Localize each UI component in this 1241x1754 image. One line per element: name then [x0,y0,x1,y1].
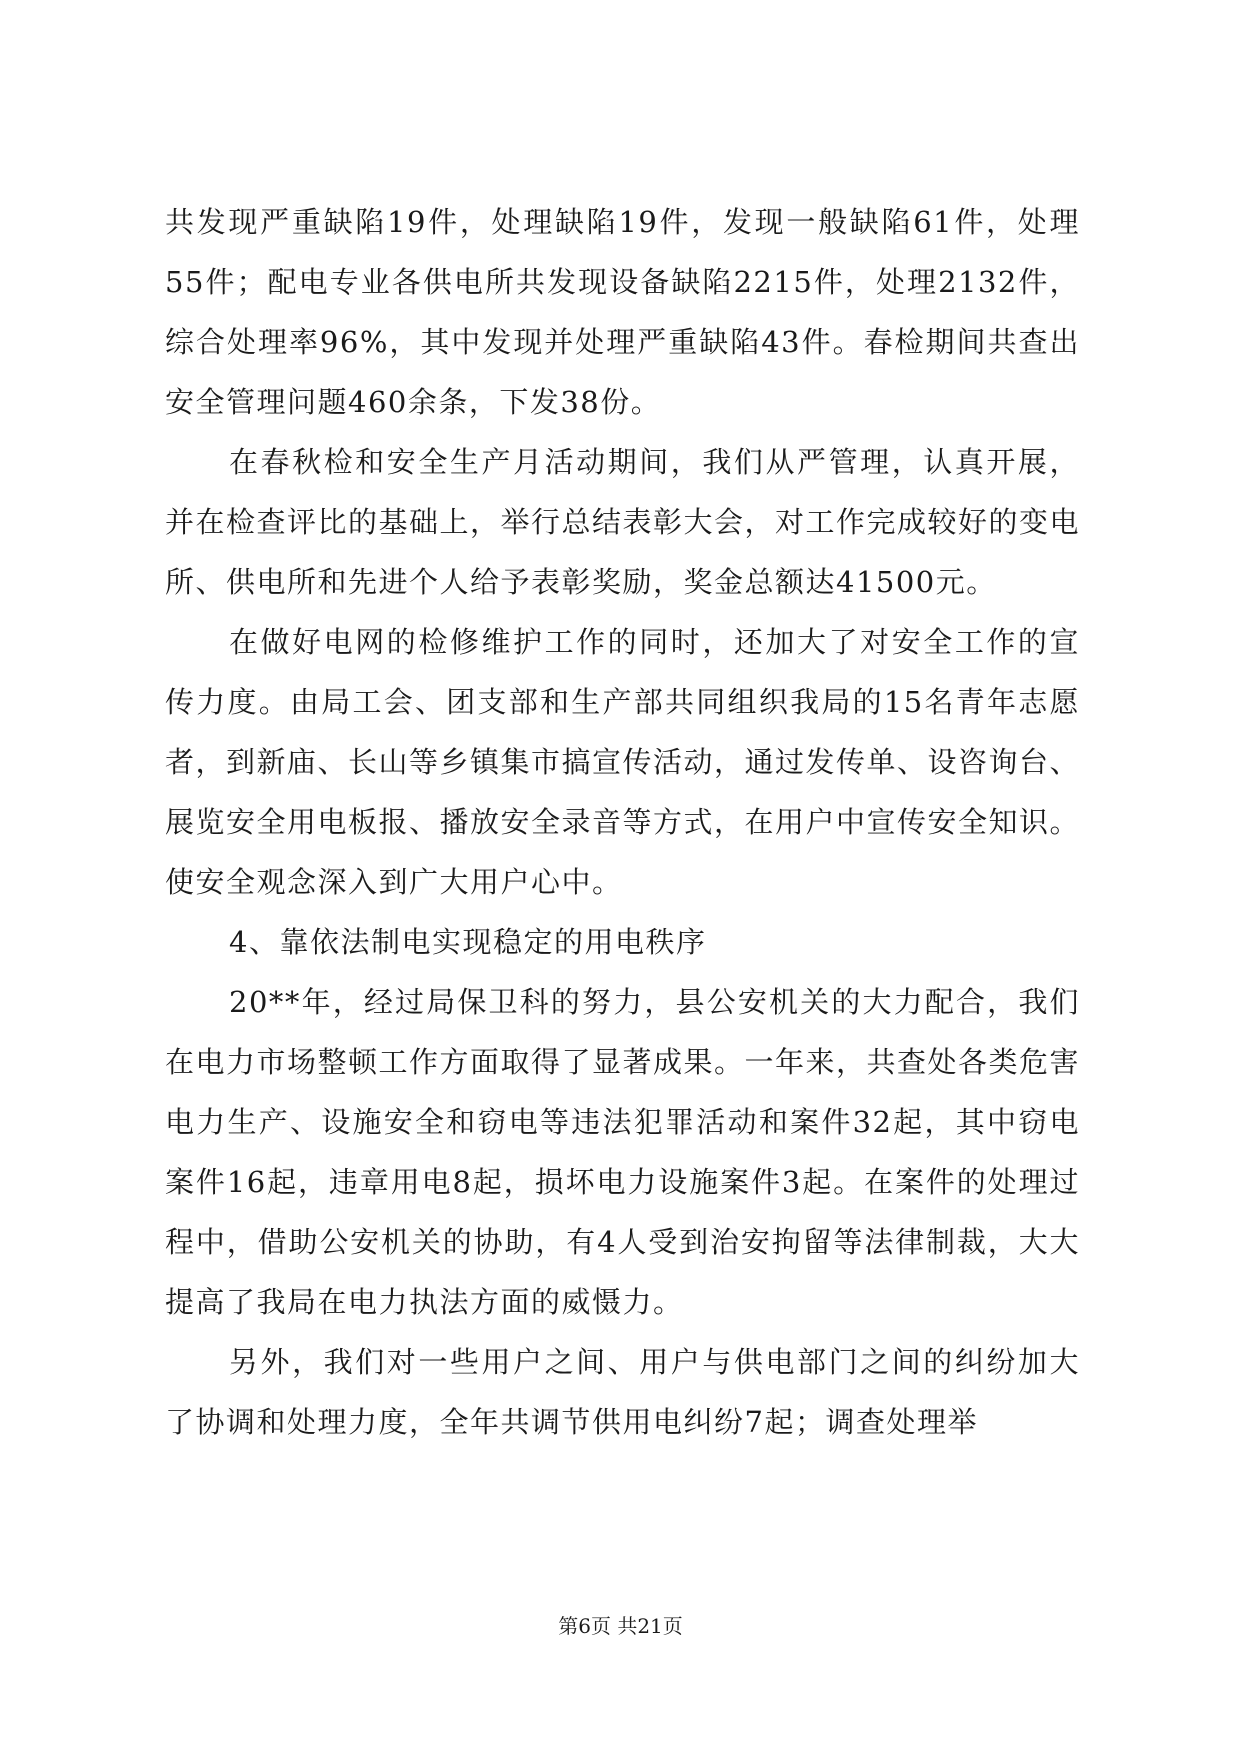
paragraph-spring-autumn-inspection: 在春秋检和安全生产月活动期间，我们从严管理，认真开展，并在检查评比的基础上，举行总结表彰大会，对工作完成较好的变电所、供电所和先进个人给予表彰奖励，奖金总额达41500元。 [165,445,1081,599]
paragraph-safety-publicity: 在做好电网的检修维护工作的同时，还加大了对安全工作的宣传力度。由局工会、团支部和生产部共同组织我局的15名青年志愿者，到新庙、长山等乡镇集市搞宣传活动，通过发传单、设咨询台、展览安全用电板报、播放安全录音等方式，在用户中宣传安全知识。使安全观念深入到广大用户心中。 [165,625,1081,899]
paragraph-defects-continued: 共发现严重缺陷19件，处理缺陷19件，发现一般缺陷61件，处理55件；配电专业各供电所共发现设备缺陷2215件，处理2132件，综合处理率96%，其中发现并处理严重缺陷43件。春检期间共查出安全管理问题460余条，下发38份。 [165,205,1080,419]
paragraph-market-rectification: 20**年，经过局保卫科的努力，县公安机关的大力配合，我们在电力市场整顿工作方面取得了显著成果。一年来，共查处各类危害电力生产、设施安全和窃电等违法犯罪活动和案件32起，其中窃电案件16起，违章用电8起，损坏电力设施案件3起。在案件的处理过程中，借助公安机关的协助，有4人受到治安拘留等法律制裁，大大提高了我局在电力执法方面的威慑力。 [165,985,1081,1319]
paragraph-dispute-mediation: 另外，我们对一些用户之间、用户与供电部门之间的纠纷加大了协调和处理力度，全年共调节供用电纠纷7起；调查处理举 [165,1345,1080,1439]
page-number-footer: 第6页 共21页 [558,1614,683,1638]
section-heading-4: 4、靠依法制电实现稳定的用电秩序 [229,925,707,959]
body-text [165,192,1080,1452]
